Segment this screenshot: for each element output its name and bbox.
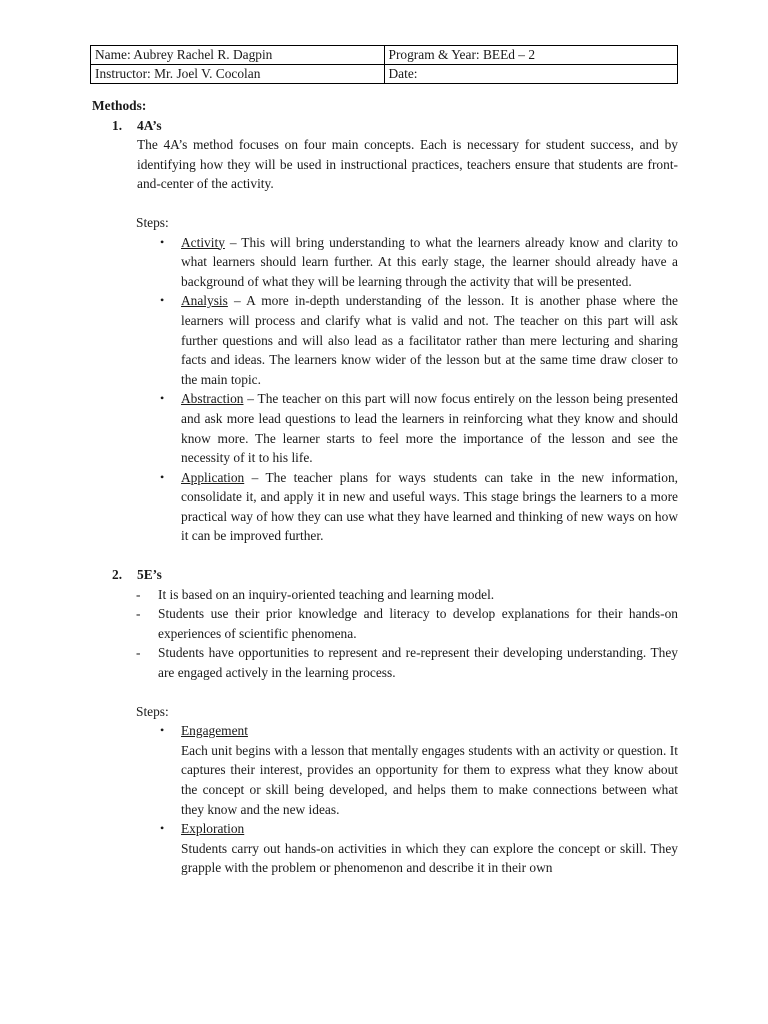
point-text: Students use their prior knowledge and literacy to develop explanations for their hands-on experiences of scientific phenomena. bbox=[158, 606, 678, 641]
step-text: – The teacher on this part will now focus entirely on the lesson being presented and ask more lead questions to lead the learners in reinforcing what they know and should know more. The learner starts to feel more the importance of the lesson and see the necessity of it to his life. bbox=[181, 391, 678, 466]
list-item bbox=[136, 643, 678, 682]
steps-list-5es bbox=[92, 721, 678, 878]
list-item bbox=[136, 585, 678, 605]
section-number: 2. bbox=[112, 567, 123, 583]
section-title: 4A’s bbox=[137, 117, 162, 133]
section-5es bbox=[92, 565, 678, 585]
section-intro: The 4A’s method focuses on four main concepts. Each is necessary for student success, and by identifying how they will be used in instructional practices, teachers ensure that students are front-and-center of the activity. bbox=[137, 137, 678, 192]
step-term: Exploration bbox=[181, 821, 245, 837]
list-item bbox=[160, 819, 678, 878]
step-term: Activity bbox=[181, 234, 225, 250]
dash-marker: - bbox=[136, 586, 141, 602]
dash-marker: - bbox=[136, 645, 141, 661]
bullet-icon: • bbox=[160, 469, 165, 484]
bullet-icon: • bbox=[160, 391, 165, 406]
list-item bbox=[136, 604, 678, 643]
document-body bbox=[92, 96, 678, 878]
name-cell: Name: Aubrey Rachel R. Dagpin bbox=[91, 46, 385, 65]
step-text: – This will bring understanding to what the learners already know and clarity to what learners should learn further. At this early stage, the learner should already have a background of what they will be learning through the activity that will be presented. bbox=[181, 234, 678, 289]
step-text: – The teacher plans for ways students can take in the new information, consolidate it, and apply it in new and useful ways. This stage brings the learners to a more practical way of how they can use what they have learned and thinking of new ways on how it can be improved further. bbox=[181, 469, 678, 544]
point-text: It is based on an inquiry-oriented teaching and learning model. bbox=[158, 586, 495, 602]
list-item bbox=[160, 389, 678, 467]
list-item bbox=[160, 233, 678, 292]
steps-list-4as bbox=[92, 233, 678, 547]
dash-marker: - bbox=[136, 606, 141, 622]
step-term: Abstraction bbox=[181, 391, 244, 407]
program-cell: Program & Year: BEEd – 2 bbox=[384, 46, 678, 65]
section-number: 1. bbox=[112, 117, 123, 133]
date-cell: Date: bbox=[384, 65, 678, 84]
step-term: Application bbox=[181, 469, 245, 485]
section-title: 5E’s bbox=[137, 567, 162, 583]
bullet-icon: • bbox=[160, 293, 165, 308]
section-4as bbox=[92, 116, 678, 194]
steps-label: Steps: bbox=[136, 703, 169, 719]
student-info-table bbox=[90, 45, 678, 84]
steps-label: Steps: bbox=[136, 214, 169, 230]
step-term: Analysis bbox=[181, 293, 228, 309]
point-text: Students have opportunities to represent and re-represent their developing understanding. They are engaged actively in the learning process. bbox=[158, 645, 678, 681]
step-text: Each unit begins with a lesson that mentally engages students with an activity or question. It captures their interest, provides an opportunity for them to express what they know about the concept or skill being developed, and helps them to make connections between what they know and the new ideas. bbox=[181, 742, 678, 817]
bullet-icon: • bbox=[160, 821, 165, 836]
info-row bbox=[91, 46, 678, 65]
list-item bbox=[160, 721, 678, 819]
bullet-icon: • bbox=[160, 234, 165, 249]
methods-heading: Methods: bbox=[92, 98, 147, 113]
info-row bbox=[91, 65, 678, 84]
step-text: – A more in-depth understanding of the lesson. It is another phase where the learners will process and clarify what is valid and not. The teacher on this part will ask further questions and will also lead as a facilitator rather than mere lecturing and sharing facts and ideas. The learners know wider of the lesson but at the same time draw closer to the main topic. bbox=[181, 293, 678, 387]
points-list-5es bbox=[92, 585, 678, 683]
instructor-cell: Instructor: Mr. Joel V. Cocolan bbox=[91, 65, 385, 84]
list-item bbox=[160, 468, 678, 546]
step-text: Students carry out hands-on activities in which they can explore the concept or skill. They grapple with the problem or phenomenon and describe it in their own bbox=[181, 840, 678, 876]
step-term: Engagement bbox=[181, 723, 248, 739]
list-item bbox=[160, 291, 678, 389]
bullet-icon: • bbox=[160, 723, 165, 738]
